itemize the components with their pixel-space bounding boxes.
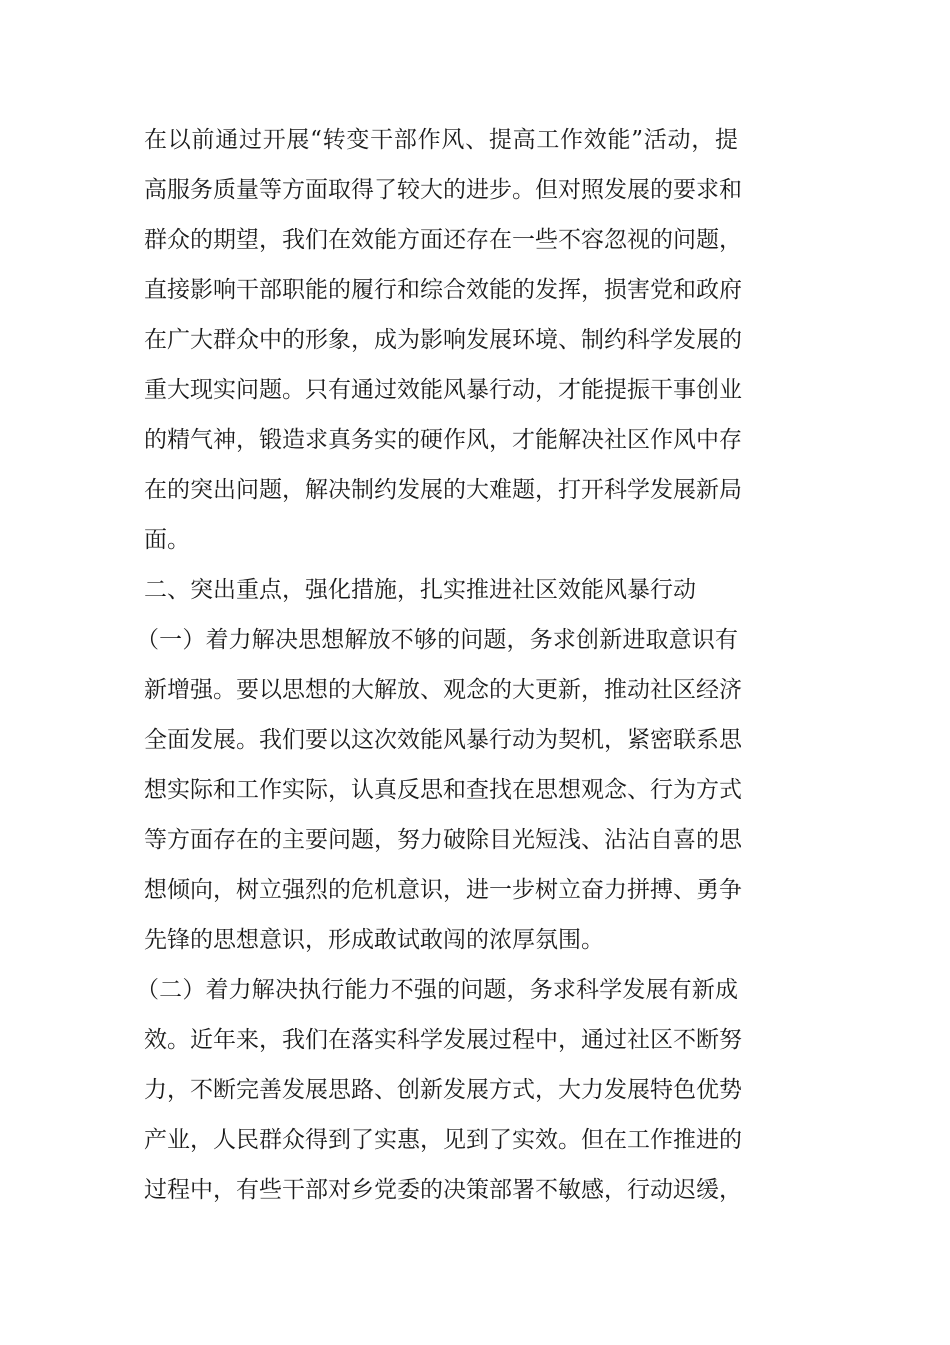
text-line: 重大现实问题。只有通过效能风暴行动，才能提振干事创业 xyxy=(144,377,742,403)
text-line: 面。 xyxy=(144,527,190,553)
text-line: 想倾向，树立强烈的危机意识，进一步树立奋力拼搏、勇争 xyxy=(144,877,742,903)
subsection-heading: （二）着力解决执行能力不强的问题，务求科学发展有新成 xyxy=(136,977,738,1003)
text-line: 直接影响干部职能的履行和综合效能的发挥，损害党和政府 xyxy=(144,277,742,303)
body-text xyxy=(136,115,764,1215)
text-line: 效。近年来，我们在落实科学发展过程中，通过社区不断努 xyxy=(144,1027,742,1053)
text-line: 想实际和工作实际，认真反思和查找在思想观念、行为方式 xyxy=(144,777,742,803)
text-line: 产业，人民群众得到了实惠，见到了实效。但在工作推进的 xyxy=(144,1127,742,1153)
text-line: 在广大群众中的形象，成为影响发展环境、制约科学发展的 xyxy=(144,327,742,353)
text-line: 在的突出问题，解决制约发展的大难题，打开科学发展新局 xyxy=(144,477,742,503)
section-heading: 二、突出重点，强化措施，扎实推进社区效能风暴行动 xyxy=(144,577,696,603)
text-line: 高服务质量等方面取得了较大的进步。但对照发展的要求和 xyxy=(144,177,742,203)
text-line: 的精气神，锻造求真务实的硬作风，才能解决社区作风中存 xyxy=(144,427,742,453)
subsection-heading: （一）着力解决思想解放不够的问题，务求创新进取意识有 xyxy=(136,627,738,653)
text-line: 等方面存在的主要问题，努力破除目光短浅、沾沾自喜的思 xyxy=(144,827,742,853)
text-line: 过程中，有些干部对乡党委的决策部署不敏感，行动迟缓， xyxy=(144,1177,742,1203)
text-line: 新增强。要以思想的大解放、观念的大更新，推动社区经济 xyxy=(144,677,742,703)
text-line: 全面发展。我们要以这次效能风暴行动为契机，紧密联系思 xyxy=(144,727,742,753)
text-line: 群众的期望，我们在效能方面还存在一些不容忽视的问题， xyxy=(144,227,742,253)
text-line: 力，不断完善发展思路、创新发展方式，大力发展特色优势 xyxy=(144,1077,742,1103)
text-line: 在以前通过开展“转变干部作风、提高工作效能”活动，提 xyxy=(144,127,738,153)
text-line: 先锋的思想意识，形成敢试敢闯的浓厚氛围。 xyxy=(144,927,604,953)
